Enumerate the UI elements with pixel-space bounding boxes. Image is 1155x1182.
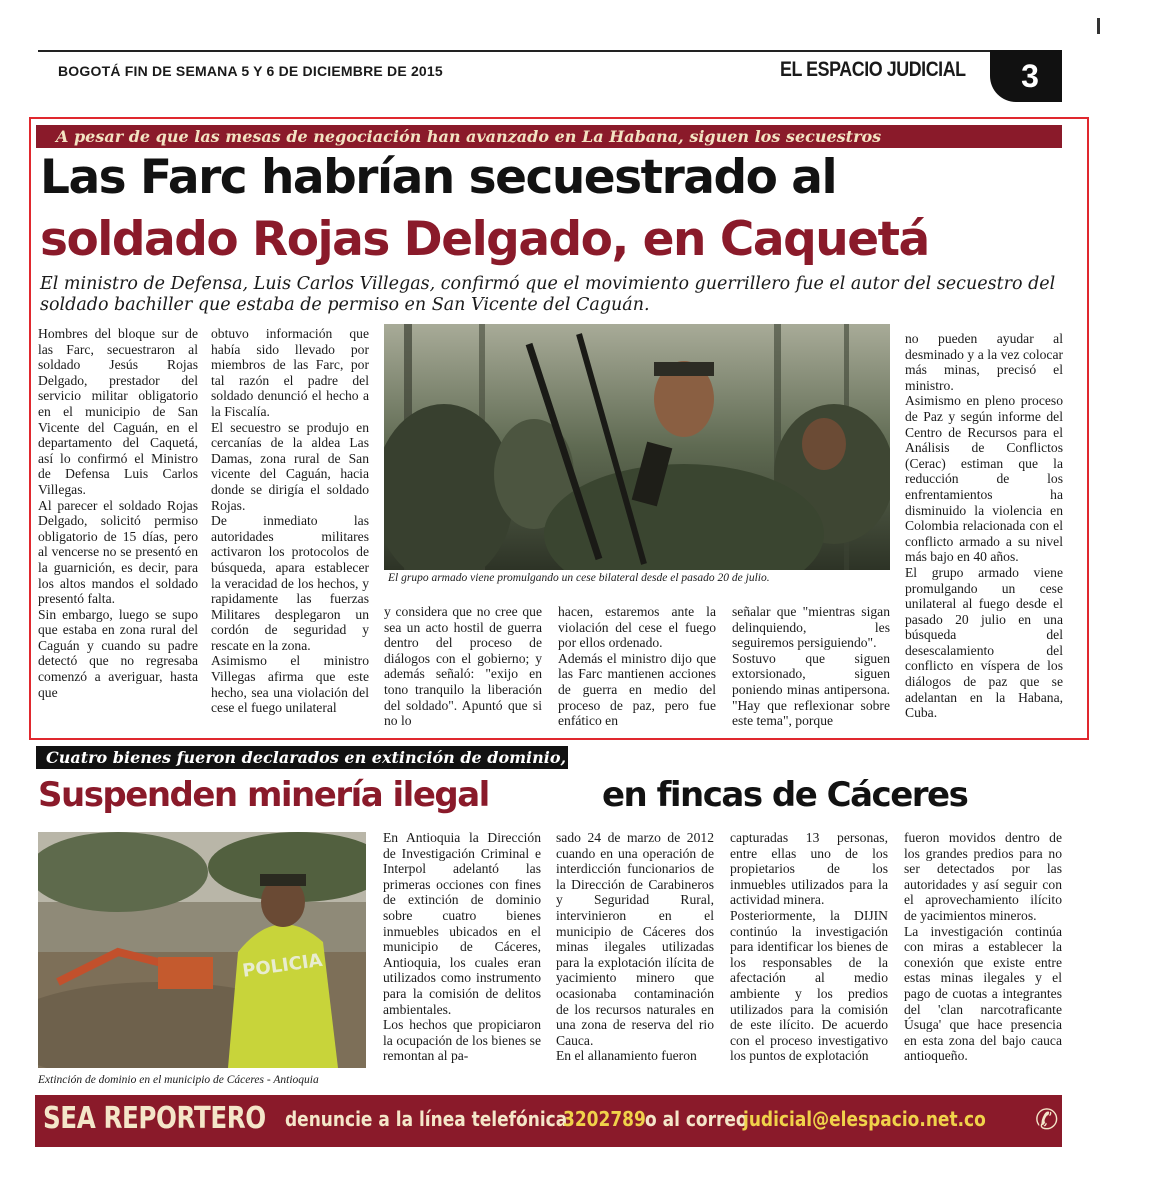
story1-column-3: y considera que no cree que sea un acto hostil de guerra dentro del proceso de diálogos con el gobierno; y además señaló: "exijo en tono tranquilo la liberación del soldado". Apuntó que si no lo [384, 604, 542, 729]
story1-column-4: hacen, estaremos ante la violación del cese el fuego por ellos ordenado. Además el ministro dijo que las Farc mantienen acciones de guerra en medio del proceso de paz, pero fue enfático en [558, 604, 716, 729]
story1-kicker: A pesar de que las mesas de negociación han avanzado en La Habana, siguen los secuestros [36, 125, 1062, 148]
story2-photo-caption: Extinción de dominio en el municipio de Cáceres - Antioquia [38, 1074, 319, 1086]
story1-column-2: obtuvo información que había sido llevado por miembros de las Farc, por tal razón el padre del soldado denunció el hecho a la Fiscalía. El secuestro se produjo en cercanías de la aldea Las Damas, zona rural de San vicente del Caguán, hacia donde se dirigía el soldado Rojas. De inmediato las autoridades militares activaron los protocolos de búsqueda, apara establecer la veracidad de los hechos, y rapidamente las fuerzas Militares desplegaron un cordón de seguridad y rescate en la zona. Asimismo el ministro Villegas afirma que este hecho, sea una violación del cese el fuego unilateral [211, 326, 369, 716]
phone-icon: ✆ [1035, 1105, 1059, 1136]
margin-mark [1097, 18, 1100, 34]
police-mining-photo [38, 832, 366, 1068]
story1-column-6: no pueden ayudar al desminado y a la vez colocar más minas, precisó el ministro. Asimismo en pleno proceso de Paz y según informe del Centro de Recursos para el Análisis de Conflictos (Cerac) estiman que la reducción de los enfrentamientos ha disminuido la violencia en Colombia relacionada con el conflicto armado a su nivel más bajo en 40 años. El grupo armado viene promulgando un cese unilateral al fuego desde el pasado 20 julio en una búsqueda del desescalamiento del conflicto en víspera de los diálogos de paz que se adelantan en la Habana, Cuba. [905, 331, 1063, 721]
story2-headline-part1: Suspenden minería ilegal [38, 775, 489, 815]
header-rule [38, 50, 1060, 52]
banner-email: judicial@elespacio.net.co [743, 1107, 986, 1131]
story1-headline-line2: soldado Rojas Delgado, en Caquetá [40, 212, 929, 267]
banner-text-2: o al correo [645, 1107, 748, 1131]
story2-column-3: capturadas 13 personas, entre ellas uno de los propietarios de los inmuebles utilizados para la actividad minera. Posteriormente, la DIJIN continúo la investigación para identificar los bienes de los responsables de la afectación al medio ambiente y los predios utilizados para la comisión de este ilícito. De acuerdo con el proceso investigativo los puntos de explotación [730, 830, 888, 1064]
story2-kicker: Cuatro bienes fueron declarados en extinción de dominio, [36, 746, 568, 769]
banner-title: SEA REPORTERO [43, 1101, 266, 1136]
story2-headline-part2: en fincas de Cáceres [602, 775, 968, 815]
page-number: 3 [1021, 58, 1039, 94]
story1-headline-line1: Las Farc habrían secuestrado al [40, 150, 837, 205]
dateline: BOGOTÁ FIN DE SEMANA 5 Y 6 DE DICIEMBRE DE 2015 [58, 63, 443, 79]
story1-subhead: El ministro de Defensa, Luis Carlos Villegas, confirmó que el movimiento guerrillero fue el autor del secuestro del soldado bachiller que estaba de permiso en San Vicente del Caguán. [40, 274, 1056, 315]
story1-column-5: señalar que "mientras sigan delinquiendo, les seguiremos persiguiendo". Sostuvo que siguen extorsionado, siguen poniendo minas antipersona. "Hay que reflexionar sobre este tema", porque [732, 604, 890, 729]
story2-column-4: fueron movidos dentro de los grandes predios para no ser detectados por las autoridades y así seguir con el aprovechamiento ilícito de yacimientos mineros. La investigación continúa con miras a establecer la conexión que existe entre estas minas ilegales y el pago de cuotas a integrantes del 'clan narcotraficante Úsuga' que hace presencia en esta zona del bajo cauca antioqueño. [904, 830, 1062, 1064]
banner-phone: 3202789 [563, 1107, 646, 1131]
police-vest-label: POLICIA [241, 949, 324, 982]
story1-photo-caption: El grupo armado viene promulgando un cese bilateral desde el pasado 20 de julio. [388, 572, 770, 584]
story2-column-1: En Antioquia la Dirección de Investigación Criminal e Interpol adelantó las primeras occiones con fines de extinción de dominio sobre cuatro bienes inmuebles ubicados en el municipio de Cáceres, Antioquia, los cuales eran utilizados como instrumento para la comisión de delitos ambientales. Los hechos que propiciaron la ocupación de los bienes se remontan al pa- [383, 830, 541, 1064]
page-number-box [990, 50, 1062, 102]
story1-column-1: Hombres del bloque sur de las Farc, secuestraron al soldado Jesús Rojas Delgado, prestador del servicio militar obligatorio en el municipio de San Vicente del Caguán, en el departamento del Caquetá, así lo confirmó el Ministro de Defensa Luis Carlos Villegas. Al parecer el soldado Rojas Delgado, solicitó permiso obligatorio de 15 días, pero al vencerse no se presentó en la guarnición, es decir, para los altos mandos el soldado presentó falta. Sin embargo, luego se supo que estaba en zona rural del Caguán y cuando su padre detectó que no regresaba comenzó a averiguar, hasta que [38, 326, 198, 700]
section-title: EL ESPACIO JUDICIAL [780, 58, 966, 81]
sea-reportero-banner [35, 1095, 1062, 1147]
story2-column-2: sado 24 de marzo de 2012 cuando en una operación de interdicción funcionarios de la Dirección de Carabineros y Seguridad Rural, intervinieron en el municipio de Cáceres dos minas ilegales utilizadas para la explotación ilícita de yacimiento minero que ocasionaba contaminación de los recursos naturales en una zona de reserva del rio Cauca. En el allanamiento fueron [556, 830, 714, 1064]
soldier-photo [384, 324, 890, 570]
banner-text-1: denuncie a la línea telefónica [285, 1107, 568, 1131]
